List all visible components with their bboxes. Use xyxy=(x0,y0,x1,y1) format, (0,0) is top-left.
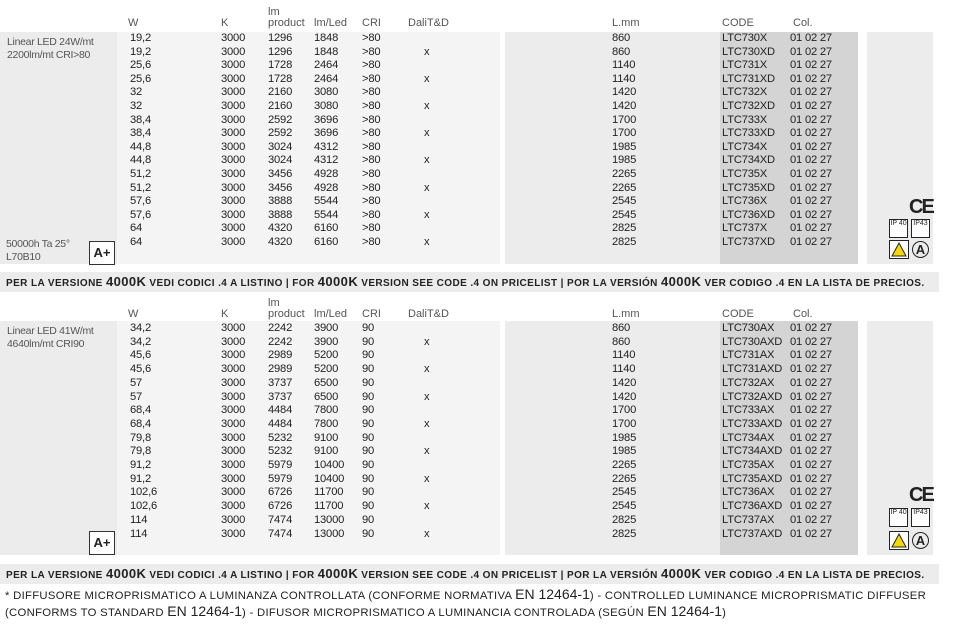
table-row: 57,6 3000 3888 5544 >80 x 2545 LTC736XD 01 02 27 xyxy=(130,208,832,221)
table-row: 38,4 3000 2592 3696 >80 1700 LTC733X 01 02 27 xyxy=(130,113,832,126)
table-row: 68,4 3000 4484 7800 90 x 1700 LTC733AXD 01 02 27 xyxy=(130,417,832,430)
table-row: 25,6 3000 1728 2464 >80 x 1140 LTC731XD 01 02 27 xyxy=(130,72,832,85)
header-w: W xyxy=(128,17,139,29)
table-row: 114 3000 7474 13000 90 x 2825 LTC737AXD 01 02 27 xyxy=(130,527,832,540)
warning-triangle-icon xyxy=(889,240,909,259)
header-lm: lm xyxy=(268,6,280,18)
header-length: L.mm xyxy=(612,17,640,29)
ip43-icon: IP43 xyxy=(911,508,930,527)
table-row: 51,2 3000 3456 4928 >80 x 2265 LTC735XD 01 02 27 xyxy=(130,181,832,194)
header-lm-led: lm/Led xyxy=(314,308,348,320)
ip40-icon: IP 40 xyxy=(889,508,908,527)
table-row: 91,2 3000 5979 10400 90 x 2265 LTC735AXD 01 02 27 xyxy=(130,472,832,485)
table-row: 64 3000 4320 6160 >80 x 2825 LTC737XD 01 02 27 xyxy=(130,236,832,248)
header-k: K xyxy=(221,308,229,320)
table-row: 19,2 3000 1296 1848 >80 x 860 LTC730XD 01 02 27 xyxy=(130,45,832,58)
header-lm-led: lm/Led xyxy=(314,17,348,29)
class-a-icon: A xyxy=(912,532,929,549)
table-row: 91,2 3000 5979 10400 90 2265 LTC735AX 01 02 27 xyxy=(130,459,832,471)
table-row: 57 3000 3737 6500 90 1420 LTC732AX 01 02 27 xyxy=(130,376,832,389)
footnote-line-1: * DIFFUSORE MICROPRISMATICO A LUMINANZA CONTROLLATA (CONFORME NORMATIVA EN 12464-1) - CONTROLLED LUMINANCE MICROPRISMATIC DIFFUSER xyxy=(5,586,927,602)
table-row: 32 3000 2160 3080 >80 1420 LTC732X 01 02 27 xyxy=(130,86,832,99)
header-col: Col. xyxy=(793,17,813,29)
header-cri: CRI xyxy=(362,308,381,320)
table-row: 34,2 3000 2242 3900 90 x 860 LTC730AXD 01 02 27 xyxy=(130,335,832,348)
table-row: 25,6 3000 1728 2464 >80 1140 LTC731X 01 02 27 xyxy=(130,59,832,72)
energy-class-label: A+ xyxy=(93,245,111,260)
lifetime-label: 50000h Ta 25° L70B10 xyxy=(6,238,70,263)
table-row: 34,2 3000 2242 3900 90 860 LTC730AX 01 02 27 xyxy=(130,322,832,334)
version-banner-2: PER LA VERSIONE 4000K VEDI CODICI .4 A LISTINO | FOR 4000K VERSION SEE CODE .4 ON PRICELIST | POR LA VERSIÓN 4000K VER CODIGO .4 EN LA LISTA DE PRECIOS. xyxy=(0,564,939,584)
table-row: 79,8 3000 5232 9100 90 1985 LTC734AX 01 02 27 xyxy=(130,431,832,444)
header-code: CODE xyxy=(722,308,754,320)
table-row: 19,2 3000 1296 1848 >80 860 LTC730X 01 02 27 xyxy=(130,32,832,44)
ce-mark-icon: CE xyxy=(909,484,933,506)
table-row: 45,6 3000 2989 5200 90 x 1140 LTC731AXD 01 02 27 xyxy=(130,363,832,376)
header-dali: DaliT&D xyxy=(408,308,449,320)
table-row: 38,4 3000 2592 3696 >80 x 1700 LTC733XD 01 02 27 xyxy=(130,127,832,140)
ip40-icon: IP 40 xyxy=(889,219,908,238)
product-title-2: Linear LED 41W/mt xyxy=(7,325,94,337)
ce-mark-icon: CE xyxy=(909,196,933,218)
energy-class-label: A+ xyxy=(93,535,111,550)
header-code: CODE xyxy=(722,17,754,29)
table-row: 44,8 3000 3024 4312 >80 1985 LTC734X 01 02 27 xyxy=(130,140,832,153)
header-lm: lm xyxy=(268,297,280,309)
product-title-1: Linear LED 24W/mt xyxy=(7,36,94,48)
header-product: product xyxy=(268,308,305,320)
header-product: product xyxy=(268,17,305,29)
ip43-icon: IP43 xyxy=(911,219,930,238)
table-row: 44,8 3000 3024 4312 >80 x 1985 LTC734XD 01 02 27 xyxy=(130,154,832,167)
header-dali: DaliT&D xyxy=(408,17,449,29)
table-row: 57,6 3000 3888 5544 >80 2545 LTC736X 01 02 27 xyxy=(130,195,832,208)
table-row: 64 3000 4320 6160 >80 2825 LTC737X 01 02 27 xyxy=(130,222,832,235)
footnote-line-2: (CONFORMS TO STANDARD EN 12464-1) - DIFUSOR MICROPRISMATICO A LUMINANCIA CONTROLADA (SEGÚN EN 12464-1) xyxy=(5,603,727,619)
table-row: 45,6 3000 2989 5200 90 1140 LTC731AX 01 02 27 xyxy=(130,349,832,362)
header-length: L.mm xyxy=(612,308,640,320)
product-spec-1: 2200lm/mt CRI>80 xyxy=(7,49,91,61)
table-row: 102,6 3000 6726 11700 90 x 2545 LTC736AXD 01 02 27 xyxy=(130,500,832,513)
header-col: Col. xyxy=(793,308,813,320)
product-spec-2: 4640lm/mt CRI90 xyxy=(7,338,85,350)
header-w: W xyxy=(128,308,139,320)
header-cri: CRI xyxy=(362,17,381,29)
table-row: 102,6 3000 6726 11700 90 2545 LTC736AX 01 02 27 xyxy=(130,486,832,499)
class-a-icon: A xyxy=(912,241,929,258)
table-row: 68,4 3000 4484 7800 90 1700 LTC733AX 01 02 27 xyxy=(130,404,832,417)
table-row: 32 3000 2160 3080 >80 x 1420 LTC732XD 01 02 27 xyxy=(130,100,832,112)
table-row: 114 3000 7474 13000 90 2825 LTC737AX 01 02 27 xyxy=(130,513,832,526)
header-k: K xyxy=(221,17,229,29)
version-banner-1: PER LA VERSIONE 4000K VEDI CODICI .4 A LISTINO | FOR 4000K VERSION SEE CODE .4 ON PRICELIST | POR LA VERSIÓN 4000K VER CODIGO .4 EN LA LISTA DE PRECIOS. xyxy=(0,272,939,292)
table-row: 79,8 3000 5232 9100 90 x 1985 LTC734AXD 01 02 27 xyxy=(130,445,832,458)
table-row: 51,2 3000 3456 4928 >80 2265 LTC735X 01 02 27 xyxy=(130,168,832,180)
warning-triangle-icon xyxy=(889,531,909,550)
table-row: 57 3000 3737 6500 90 x 1420 LTC732AXD 01 02 27 xyxy=(130,390,832,403)
